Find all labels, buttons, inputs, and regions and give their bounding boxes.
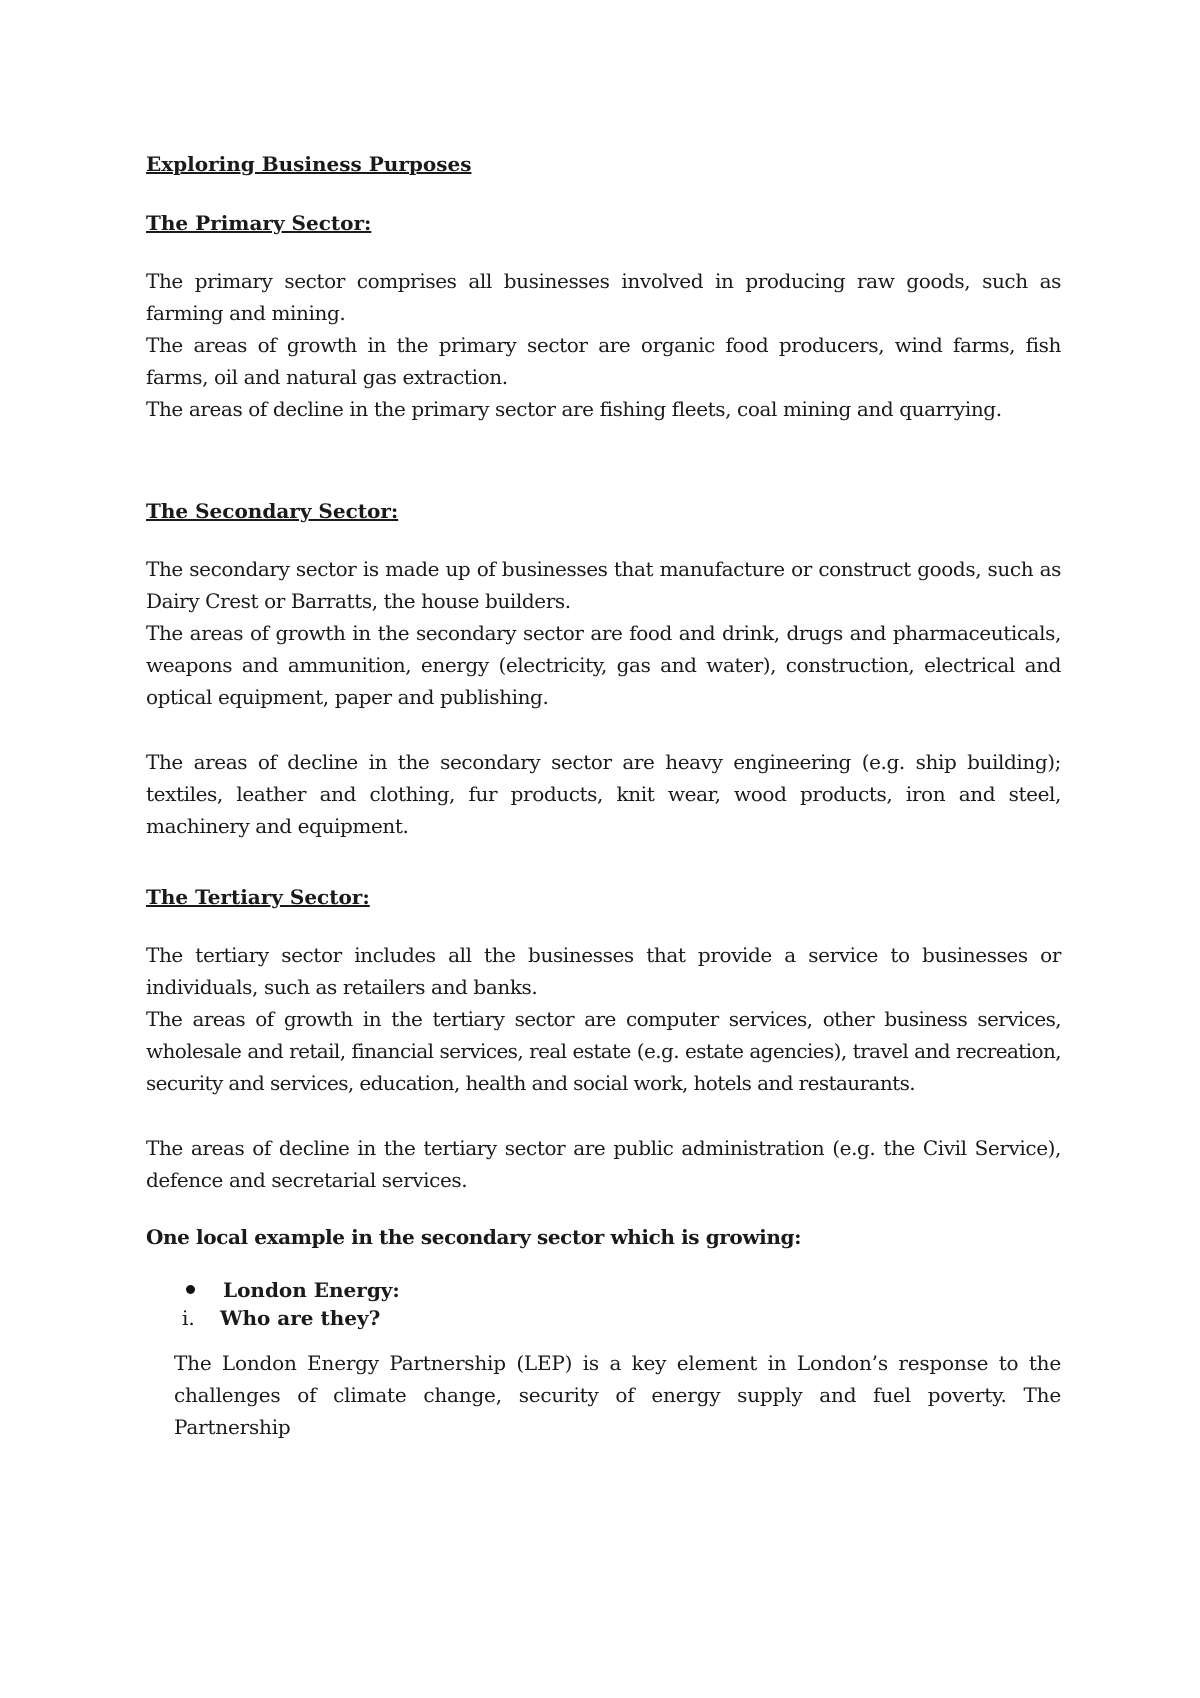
primary-definition-paragraph: The primary sector comprises all businesses involved in producing raw goods, such as farming and mining. xyxy=(146,269,1061,325)
bullet-item-label: London Energy: xyxy=(223,1278,400,1302)
tertiary-sector-heading: The Tertiary Sector: xyxy=(146,885,370,909)
roman-numeral: i. xyxy=(182,1306,195,1330)
local-example-heading: One local example in the secondary sector which is growing: xyxy=(146,1225,802,1249)
tertiary-growth-paragraph: The areas of growth in the tertiary sector are computer services, other business services, wholesale and retail, financial services, real estate (e.g. estate agencies), travel and recreation, security and services, education, health and social work, hotels and restaurants. xyxy=(146,1007,1061,1095)
tertiary-decline-paragraph: The areas of decline in the tertiary sector are public administration (e.g. the Civil Service), defence and secretarial services. xyxy=(146,1136,1061,1192)
roman-item-label: Who are they? xyxy=(220,1306,381,1330)
secondary-definition-paragraph: The secondary sector is made up of businesses that manufacture or construct goods, such as Dairy Crest or Barratts, the house builders. xyxy=(146,557,1061,613)
bullet-icon xyxy=(186,1285,195,1294)
primary-sector-heading: The Primary Sector: xyxy=(146,211,372,235)
document-title: Exploring Business Purposes xyxy=(146,152,472,176)
roman-list-item xyxy=(182,1302,380,1334)
primary-growth-paragraph: The areas of growth in the primary sector are organic food producers, wind farms, fish farms, oil and natural gas extraction. xyxy=(146,333,1061,389)
secondary-growth-paragraph: The areas of growth in the secondary sector are food and drink, drugs and pharmaceuticals, weapons and ammunition, energy (electricity, gas and water), construction, electrical and optical equipment, paper and publishing. xyxy=(146,621,1061,709)
secondary-sector-heading: The Secondary Sector: xyxy=(146,499,399,523)
secondary-decline-paragraph: The areas of decline in the secondary sector are heavy engineering (e.g. ship building); textiles, leather and clothing, fur products, knit wear, wood products, iron and steel, machinery and equipment. xyxy=(146,750,1061,838)
london-energy-paragraph: The London Energy Partnership (LEP) is a key element in London’s response to the challenges of climate change, security of energy supply and fuel poverty. The Partnership xyxy=(174,1351,1061,1439)
tertiary-definition-paragraph: The tertiary sector includes all the businesses that provide a service to businesses or individuals, such as retailers and banks. xyxy=(146,943,1061,999)
primary-decline-paragraph: The areas of decline in the primary sector are fishing fleets, coal mining and quarrying. xyxy=(146,397,1002,421)
